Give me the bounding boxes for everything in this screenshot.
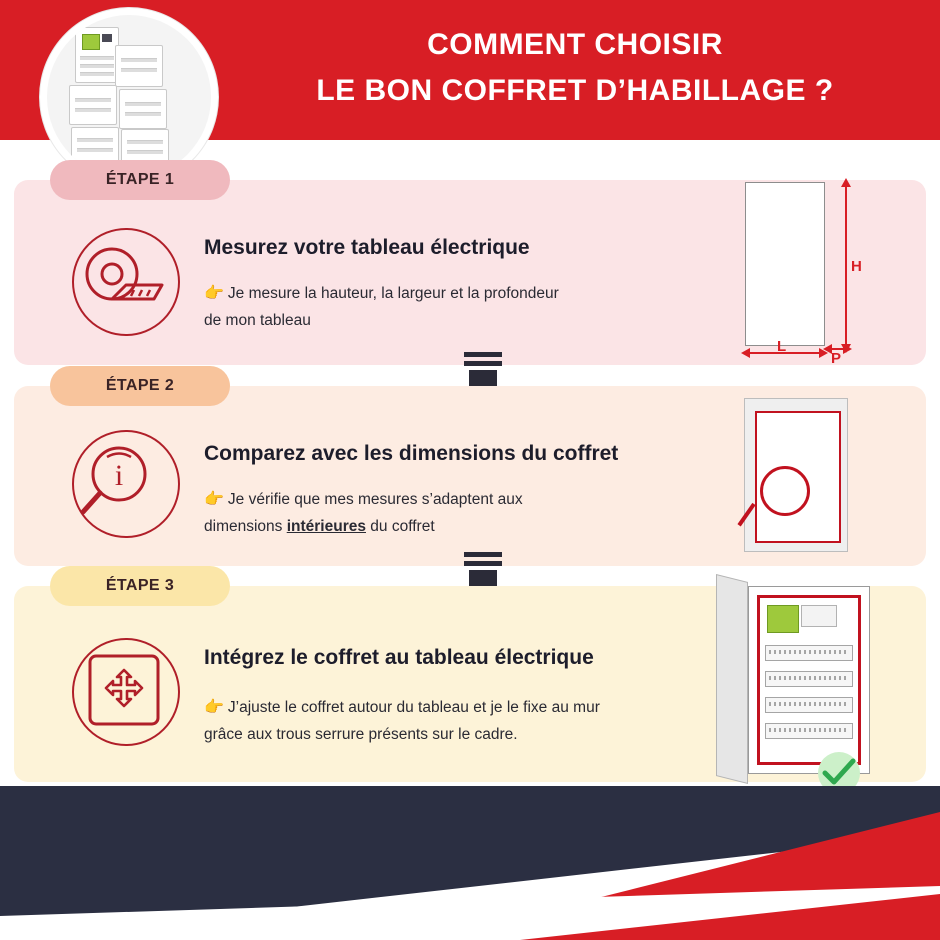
logo-cabinet-c	[119, 89, 167, 129]
logo-slot	[80, 64, 114, 68]
logo-cabinet-b	[69, 85, 117, 125]
logo-slot	[80, 72, 114, 76]
illustration-frame-magnifier	[726, 396, 866, 558]
svg-text:i: i	[114, 459, 124, 492]
panel-meter-screen	[801, 605, 837, 627]
step-body-2-line2-post: du coffret	[365, 518, 435, 535]
pointing-hand-icon: 👉	[204, 699, 224, 716]
panel-breaker-row	[765, 645, 853, 661]
product-photo	[47, 15, 211, 179]
cabinet-door	[716, 574, 748, 784]
step-body-1-line2: de mon tableau	[204, 312, 311, 329]
illustration-open-cabinet	[712, 570, 882, 800]
panel-side-face	[745, 182, 825, 346]
step-body-3	[204, 694, 724, 748]
step-title-2: Comparez avec les dimensions du coffret	[204, 442, 619, 465]
dimension-label-depth: P	[831, 350, 842, 367]
panel-breaker-row	[765, 671, 853, 687]
step-body-2-line1: Je vérifie que mes mesures s’adaptent aux	[227, 491, 523, 508]
magnifier-lens-icon	[760, 466, 810, 516]
step-body-1	[204, 280, 704, 334]
illustration-panel-dimensions	[735, 176, 865, 366]
page-title	[230, 22, 920, 114]
tape-measure-icon	[72, 228, 180, 336]
step-badge-2: ÉTAPE 2	[50, 366, 230, 406]
logo-green-module	[82, 34, 100, 50]
logo-cabinet-main	[75, 27, 119, 83]
page-title-line2: LE BON COFFRET D’HABILLAGE ?	[316, 74, 834, 107]
step-body-1-line1: Je mesure la hauteur, la largeur et la profondeur	[227, 285, 559, 302]
dimension-label-height: H	[851, 258, 862, 275]
panel-breaker-row	[765, 697, 853, 713]
logo-cabinet-d	[71, 127, 119, 163]
logo-slot	[80, 56, 114, 60]
frame-fit-icon	[72, 638, 180, 746]
step-title-3: Intégrez le coffret au tableau électrique	[204, 646, 594, 669]
step-badge-3: ÉTAPE 3	[50, 566, 230, 606]
step-title-1: Mesurez votre tableau électrique	[204, 236, 530, 259]
step-body-2-line2-pre: dimensions	[204, 518, 287, 535]
green-module	[767, 605, 799, 633]
step-body-2	[204, 486, 704, 540]
dimension-label-width: L	[777, 338, 787, 355]
step-body-2-emphasis: intérieures	[286, 518, 366, 535]
magnifier-info-icon	[72, 430, 180, 538]
pointing-hand-icon: 👉	[204, 491, 224, 508]
logo-cabinet-a	[115, 45, 163, 87]
page-title-line1: COMMENT CHOISIR	[427, 28, 723, 61]
step-badge-1: ÉTAPE 1	[50, 160, 230, 200]
step-body-3-line2: grâce aux trous serrure présents sur le cadre.	[204, 726, 518, 743]
pointing-hand-icon: 👉	[204, 285, 224, 302]
step-body-3-line1: J’ajuste le coffret autour du tableau et je le fixe au mur	[227, 699, 600, 716]
dimension-line-height	[845, 186, 847, 346]
cabinet-enclosure	[748, 586, 870, 774]
logo-screen	[102, 34, 112, 42]
panel-breaker-row	[765, 723, 853, 739]
